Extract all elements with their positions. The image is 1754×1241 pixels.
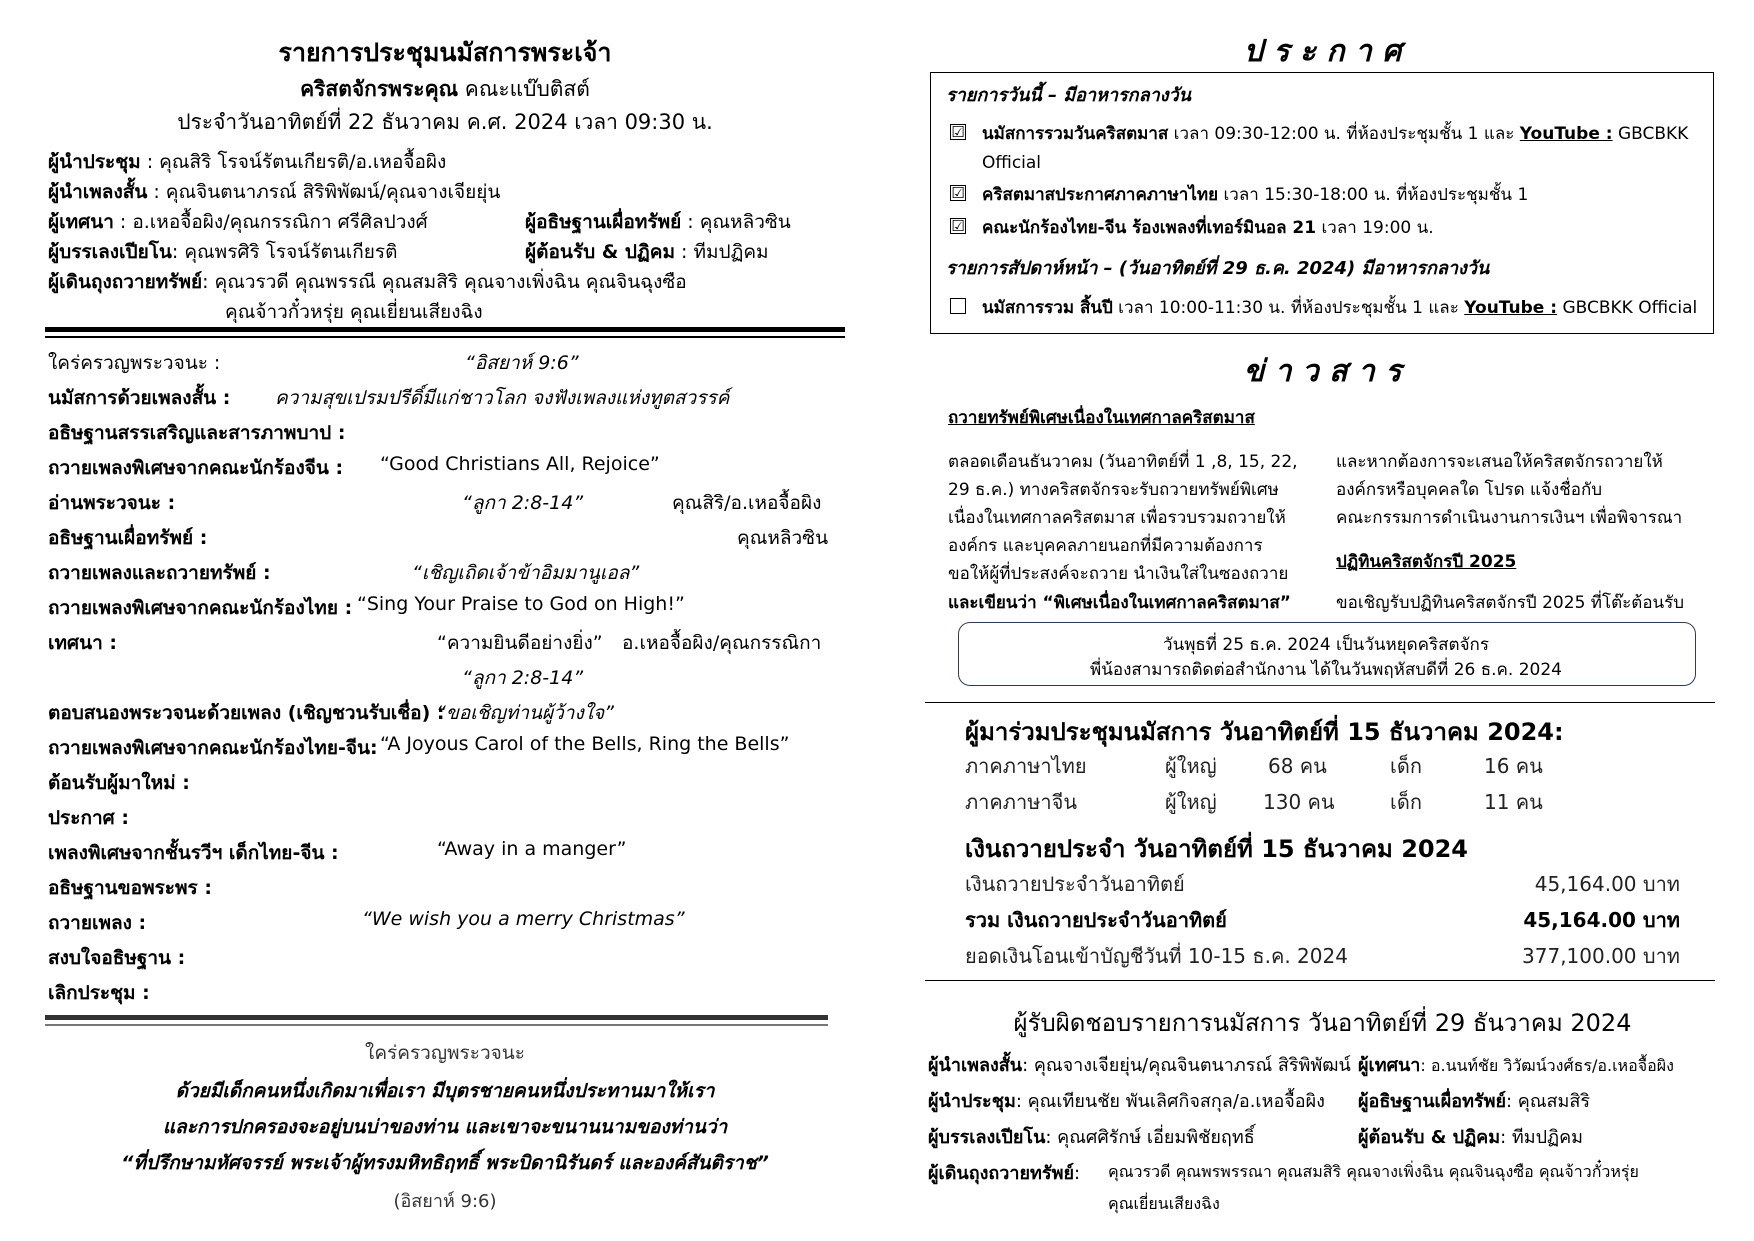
duty-offering-prayer	[1358, 1086, 1590, 1115]
offering-total-label: รวม เงินถวายประจำวันอาทิตย์	[965, 908, 1227, 932]
program-item: เลิกประชุม :	[48, 982, 150, 1004]
program-label: นมัสการด้วยเพลงสั้น :	[48, 387, 231, 409]
personnel-pianist	[48, 237, 397, 267]
youtube-link[interactable]: YouTube :	[1519, 124, 1613, 144]
personnel-preacher	[48, 207, 428, 237]
program-item: ถวายเพลงพิเศษจากคณะนักร้องไทย :	[48, 597, 353, 619]
duty-offering-walkers	[928, 1158, 1080, 1187]
role-label: ผู้เทศนา	[48, 211, 114, 233]
news-line: และหากต้องการจะเสนอให้คริสตจักรถวายให้	[1336, 452, 1663, 472]
program-item: เทศนา :	[48, 632, 117, 654]
program-item: อ่านพระวจนะ :	[48, 492, 176, 514]
today-item	[982, 214, 1434, 241]
role-label: ผู้ต้อนรับ & ปฏิคม	[525, 241, 675, 263]
program-item	[48, 383, 230, 413]
program-item: อธิษฐานเผื่อทรัพย์ :	[48, 527, 208, 549]
item-text: เวลา 10:00-11:30 น. ที่ห้องประชุมชั้น 1 และ	[1112, 298, 1465, 318]
personnel-offering-prayer	[525, 207, 791, 237]
duty-leader	[928, 1086, 1325, 1115]
checkbox-glyph: ☑	[951, 184, 965, 202]
program-value: “Away in a manger”	[437, 838, 627, 860]
role-label: ผู้อธิษฐานเผื่อทรัพย์	[525, 211, 682, 233]
offering-total-amount: 45,164.00 บาท	[1523, 908, 1680, 932]
news-line: เนื่องในเทศกาลคริสตมาส เพื่อรวบรวมถวายให้	[948, 508, 1286, 528]
program-value: “เชิญเถิดเจ้าข้าอิมมานูเอล”	[412, 562, 640, 584]
role-label: ผู้บรรเลงเปียโน	[928, 1127, 1046, 1148]
attendance-child-label: เด็ก	[1390, 754, 1422, 778]
program-item: อธิษฐานขอพระพร :	[48, 877, 212, 899]
program-extra: คุณสิริ/อ.เหอจื้อผิง	[672, 492, 822, 514]
role-names: : อ.นนท์ชัย วิวัฒน์วงศ์ธร/อ.เหอจื้อผิง	[1420, 1056, 1674, 1075]
divider-thin	[45, 1024, 828, 1026]
item-bold: นมัสการรวมวันคริสตมาส	[982, 124, 1169, 144]
church-name	[45, 73, 845, 106]
meditation-line: ด้วยมีเด็กคนหนึ่งเกิดมาเพื่อเรา มีบุตรชายคนหนึ่งประทานมาให้เรา	[175, 1080, 715, 1102]
transfer-amount: 377,100.00 บาท	[1522, 944, 1680, 968]
offering-amount: 45,164.00 บาท	[1534, 872, 1680, 896]
program-extra: คุณหลิวซิน	[737, 527, 829, 549]
role-label: ผู้นำประชุม	[48, 151, 141, 173]
checkbox-glyph: ☑	[951, 217, 965, 235]
attendance-group: ภาคภาษาจีน	[965, 790, 1078, 814]
program-value: “ความยินดีอย่างยิ่ง”	[437, 632, 603, 654]
role-label: ผู้เดินถุงถวายทรัพย์	[48, 271, 203, 293]
program-item: ถวายเพลงและถวายทรัพย์ :	[48, 562, 271, 584]
duty-song-leader	[928, 1050, 1351, 1079]
personnel-song-leader	[48, 177, 500, 207]
role-label: ผู้เดินถุงถวายทรัพย์	[928, 1163, 1074, 1184]
role-names: : คุณพรศิริ โรจน์รัตนเกียรติ	[171, 241, 398, 263]
news-line: องค์กรหรือบุคคลใด โปรด แจ้งชื่อกับ	[1336, 480, 1603, 500]
bulletin-title: รายการประชุมนมัสการพระเจ้า	[278, 38, 612, 67]
news-line: องค์กร และบุคคลภายนอกที่มีความต้องการ	[948, 536, 1263, 556]
divider-thick	[45, 327, 845, 332]
role-label: ผู้บรรเลงเปียโน	[48, 241, 172, 263]
personnel-offering-walkers	[48, 267, 687, 297]
duty-walkers-line1: คุณวรวดี คุณพรพรรณา คุณสมสิริ คุณจางเพิ่งฉิน คุณจินฉุงซือ คุณจ้าวกั๋วหรุ่ย	[1108, 1162, 1639, 1181]
item-text: เวลา 15:30-18:00 น. ที่ห้องประชุมชั้น 1	[1218, 185, 1529, 205]
program-item: ต้อนรับผู้มาใหม่ :	[48, 772, 190, 794]
offering-title: เงินถวายประจำ วันอาทิตย์ที่ 15 ธันวาคม 2024	[965, 835, 1468, 863]
role-label: ผู้นำเพลงสั้น	[928, 1055, 1023, 1076]
offering-label: เงินถวายประจำวันอาทิตย์	[965, 872, 1185, 896]
news-heading: ปฏิทินคริสตจักรปี 2025	[1336, 552, 1517, 572]
program-item	[48, 348, 220, 378]
program-extra: อ.เหอจื้อผิง/คุณกรรณิกา	[622, 632, 822, 654]
next-duty-title: ผู้รับผิดชอบรายการนมัสการ วันอาทิตย์ที่ 29 ธันวาคม 2024	[1013, 1009, 1632, 1037]
role-label: ผู้อธิษฐานเผื่อทรัพย์	[1358, 1091, 1507, 1112]
program-item: ถวายเพลงพิเศษจากคณะนักร้องจีน :	[48, 457, 344, 479]
today-item	[982, 181, 1528, 208]
role-names: : คุณจางเจียยุ่น/คุณจินตนาภรณ์ สิริพิพัฒน์	[1022, 1055, 1351, 1076]
attendance-child: 16 คน	[1484, 754, 1543, 778]
role-label: ผู้เทศนา	[1358, 1055, 1421, 1076]
role-names: : คุณหลิวซิน	[681, 211, 791, 233]
meditation-ref: (อิสยาห์ 9:6)	[393, 1191, 497, 1212]
role-names: : คุณจินตนาภรณ์ สิริพิพัฒน์/คุณจางเจียยุ่น	[147, 181, 501, 203]
program-item: ถวายเพลง :	[48, 912, 147, 934]
youtube-link[interactable]: YouTube :	[1464, 298, 1558, 318]
checkbox-glyph	[950, 298, 966, 314]
duty-ushers	[1358, 1122, 1583, 1151]
role-names: : คุณศศิรักษ์ เอี่ยมพิชัยฤทธิ์	[1045, 1127, 1255, 1148]
item-text: เวลา 09:30-12:00 น. ที่ห้องประชุมชั้น 1 และ	[1168, 124, 1520, 144]
announcements-title: ป ร ะ ก า ศ	[1243, 34, 1402, 69]
program-value: “We wish you a merry Christmas”	[362, 908, 685, 930]
attendance-adult-label: ผู้ใหญ่	[1165, 790, 1217, 814]
divider-thin	[45, 336, 845, 338]
news-line: ขอเชิญรับปฏิทินคริสตจักรปี 2025 ที่โต๊ะต้อนรับ	[1336, 593, 1685, 613]
personnel-ushers	[525, 237, 769, 267]
next-item	[982, 294, 1697, 321]
attendance-group: ภาคภาษาไทย	[965, 754, 1087, 778]
program-label: ใคร่ครวญพระวจนะ :	[48, 352, 221, 374]
role-names: : คุณสิริ โรจน์รัตนเกียรติ/อ.เหอจื้อผิง	[140, 151, 447, 173]
offering-walkers-line2: คุณจ้าวกั๋วหรุ่ย คุณเยี่ยนเสียงฉิง	[225, 301, 483, 323]
program-value: “ลูกา 2:8-14”	[462, 667, 584, 689]
program-value: “ขอเชิญท่านผู้ว้างใจ”	[436, 702, 615, 724]
program-value: “Good Christians All, Rejoice”	[380, 453, 660, 475]
program-value: “Sing Your Praise to God on High!”	[357, 593, 685, 615]
divider	[925, 702, 1715, 703]
role-names: : คุณสมสิริ	[1506, 1091, 1591, 1112]
program-item: ประกาศ :	[48, 807, 129, 829]
news-heading: ถวายทรัพย์พิเศษเนื่องในเทศกาลคริสตมาส	[948, 408, 1255, 428]
holiday-line: พี่น้องสามารถติดต่อสำนักงาน ได้ในวันพฤหัสบดีที่ 26 ธ.ค. 2024	[1090, 660, 1562, 680]
attendance-child-label: เด็ก	[1390, 790, 1422, 814]
program-item: ตอบสนองพระวจนะด้วยเพลง (เชิญชวนรับเชื่อ) :	[48, 702, 445, 724]
duty-preacher	[1358, 1050, 1674, 1079]
news-line: คณะกรรมการดำเนินงานการเงินฯ เพื่อพิจารณา	[1336, 508, 1683, 528]
program-item: อธิษฐานสรรเสริญและสารภาพบาป :	[48, 422, 346, 444]
role-names: : คุณวรวดี คุณพรรณี คุณสมสิริ คุณจางเพิ่งฉิน คุณจินฉุงซือ	[202, 271, 687, 293]
role-names: :	[1074, 1163, 1081, 1184]
personnel-leader	[48, 147, 446, 177]
meditation-line: “ที่ปรึกษามหัศจรรย์ พระเจ้าผู้ทรงมหิทธิฤทธิ์ พระบิดานิรันดร์ และองค์สันติราช”	[121, 1152, 769, 1174]
service-date: ประจำวันอาทิตย์ที่ 22 ธันวาคม ค.ศ. 2024 เวลา 09:30 น.	[177, 110, 713, 134]
item-bold: คริสตมาสประกาศภาคภาษาไทย	[982, 185, 1219, 205]
role-names: : คุณเทียนชัย พันเลิศกิจสกุล/อ.เหอจื้อผิง	[1015, 1091, 1325, 1112]
role-names: : ทีมปฏิคม	[1500, 1127, 1584, 1148]
news-title: ข่ า ว ส า ร	[1243, 354, 1402, 389]
attendance-adult: 68 คน	[1268, 754, 1327, 778]
attendance-child: 11 คน	[1484, 790, 1543, 814]
role-label: ผู้ต้อนรับ & ปฏิคม	[1358, 1127, 1501, 1148]
news-line: ขอให้ผู้ที่ประสงค์จะถวาย นำเงินใส่ในซองถวาย	[948, 564, 1289, 584]
item-after: GBCBKK Official	[1557, 298, 1698, 318]
divider	[925, 980, 1715, 981]
item-bold: คณะนักร้องไทย-จีน ร้องเพลงที่เทอร์มินอล 21	[982, 218, 1317, 238]
divider-thick	[45, 1015, 828, 1020]
news-line: 29 ธ.ค.) ทางคริสตจักรจะรับถวายทรัพย์พิเศษ	[948, 480, 1279, 500]
news-line: และเขียนว่า “พิเศษเนื่องในเทศกาลคริสตมาส”	[948, 593, 1291, 613]
news-line: ตลอดเดือนธันวาคม (วันอาทิตย์ที่ 1 ,8, 15, 22,	[948, 452, 1298, 472]
transfer-label: ยอดเงินโอนเข้าบัญชีวันที่ 10-15 ธ.ค. 2024	[965, 944, 1348, 968]
church-name-bold: คริสตจักรพระคุณ	[300, 77, 459, 101]
meditation-line: และการปกครองจะอยู่บนบ่าของท่าน และเขาจะขนานนามของท่านว่า	[162, 1116, 728, 1138]
duty-pianist	[928, 1122, 1255, 1151]
attendance-adult: 130 คน	[1263, 790, 1335, 814]
checkbox-glyph: ☑	[951, 123, 965, 141]
attendance-adult-label: ผู้ใหญ่	[1165, 754, 1217, 778]
role-label: ผู้นำประชุม	[928, 1091, 1016, 1112]
program-value: “อิสยาห์ 9:6”	[465, 352, 579, 374]
program-value: ความสุขเปรมปรีดิ์มีแก่ชาวโลก จงฟังเพลงแห่งทูตสวรรค์	[275, 387, 730, 409]
program-item: เพลงพิเศษจากชั้นรวีฯ เด็กไทย-จีน :	[48, 842, 339, 864]
item-text: เวลา 19:00 น.	[1316, 218, 1434, 238]
attendance-title: ผู้มาร่วมประชุมนมัสการ วันอาทิตย์ที่ 15 ธันวาคม 2024:	[965, 718, 1564, 746]
meditation-heading: ใคร่ครวญพระวจนะ	[365, 1042, 525, 1064]
today-heading: รายการวันนี้ – มีอาหารกลางวัน	[946, 85, 1191, 106]
item-after: GBCBKK Official	[982, 124, 1689, 173]
item-bold: นมัสการรวม สิ้นปี	[982, 298, 1113, 318]
next-week-heading: รายการสัปดาห์หน้า – (วันอาทิตย์ที่ 29 ธ.ค. 2024) มีอาหารกลางวัน	[946, 258, 1490, 279]
program-item: สงบใจอธิษฐาน :	[48, 947, 186, 969]
church-name-rest: คณะแบ๊บติสต์	[458, 77, 590, 101]
role-names: : อ.เหอจื้อผิง/คุณกรรณิกา ศรีศิลปวงศ์	[113, 211, 428, 233]
program-value: “ลูกา 2:8-14”	[462, 492, 584, 514]
holiday-line: วันพุธที่ 25 ธ.ค. 2024 เป็นวันหยุดคริสตจักร	[1163, 635, 1489, 655]
role-names: : ทีมปฏิคม	[675, 241, 769, 263]
today-item	[982, 120, 1697, 178]
program-item: ถวายเพลงพิเศษจากคณะนักร้องไทย-จีน:	[48, 737, 378, 759]
role-label: ผู้นำเพลงสั้น	[48, 181, 148, 203]
duty-walkers-line2: คุณเยี่ยนเสียงฉิง	[1108, 1194, 1220, 1213]
program-value: “A Joyous Carol of the Bells, Ring the Bells”	[380, 733, 790, 755]
